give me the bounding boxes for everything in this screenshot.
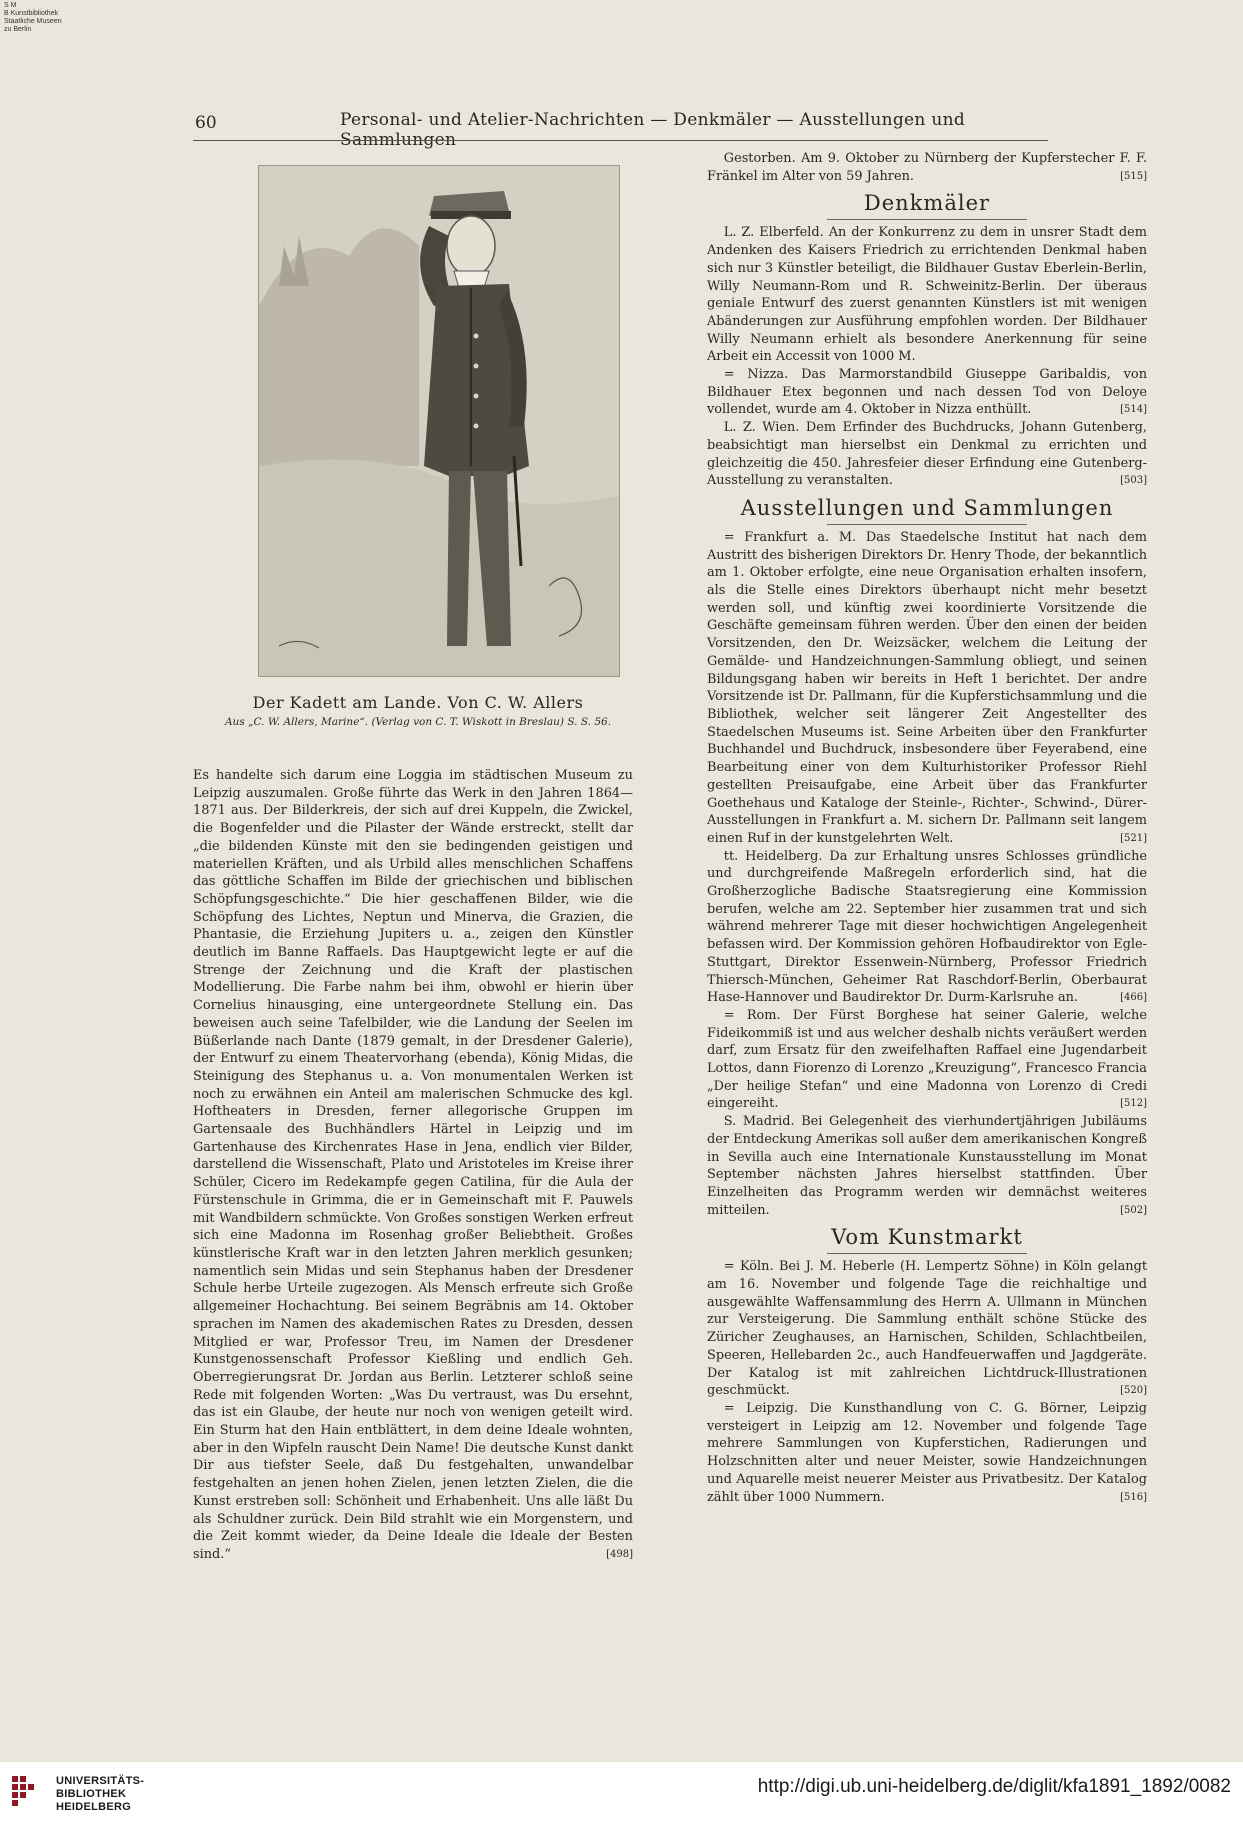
reference-number: [502] [1120, 1204, 1147, 1216]
news-entry [707, 419, 1147, 490]
paragraph-text: Es handelte sich darum eine Loggia im städtischen Museum zu Leipzig auszumalen. Große führte das Werk in den Jahren 1864—1871 aus. Der Bilderkreis, der sich auf drei Kuppeln, die Zwickel, die Bogenfelder und die Pilaster der Wände erstreckt, stellt dar „die bildenden Künste mit den sie bedingenden geistigen und materiellen Kräften, und als Urbild alles menschlichen Schaffens das göttliche Schaffen im Bilde der griechischen und biblischen Schöpfungsgeschichte.“ Die hier geschaffenen Bilder, wie die Schöpfung des Lichtes, Neptun und Minerva, die Grazien, die Phantasie, die Erziehung Jupiters u. a., zeigen den Künstler deutlich im Banne Raffaels. Das Hauptgewicht legte er auf die Strenge der Zeichnung und die Kraft der plastischen Modellierung. Die Farbe nahm bei ihm, obwohl er hierin über Cornelius hinausging, eine untergeordnete Stellung ein. Das beweisen auch seine Tafelbilder, wie die Landung der Seelen im Büßerlande nach Dante (1879 gemalt, in der Dresdener Galerie), der Entwurf zu einem Theatervorhang (ebenda), König Midas, die Steinigung des Stephanus u. a. Von monumentalen Werken ist noch zu erwähnen ein Anteil am malerischen Schmucke des kgl. Hoftheaters in Dresden, ferner allegorische Gruppen im Gartensaale des Buchhändlers Härtel in Leipzig und im Gartenhause des Kirchenrates Hase in Jena, endlich vier Bilder, darstellend die Wissenschaft, Plato und Aristoteles im Kreise ihrer Schüler, Cicero im Redekampfe gegen Catilina, für die Aula der Fürstenschule in Grimma, die er in Gemeinschaft mit F. Pauwels mit Wandbildern schmückte. Von Großes sonstigen Werken erfreut sich eine Madonna im Rosenhag großer Beliebtheit. Großes künstlerische Kraft war in den letzten Jahren merklich gesunken; namentlich sein Midas und sein Stephanus haben der Dresdener Schule herbe Urteile zugezogen. Als Mensch erfreute sich Große allgemeiner Hochachtung. Bei seinem Begräbnis am 14. Oktober sprachen im Namen des akademischen Rates zu Dresden, dessen Mitglied er war, Professor Treu, im Namen der Dresdener Kunstgenossenschaft Professor Kießling und endlich Geh. Oberregierungsrat Dr. Jordan aus Berlin. Letzterer schloß seine Rede mit folgenden Worten: „Was Du vertraust, was Du ersehnt, das ist ein Glaube, der heute nur noch von wenigen geteilt wird. Ein Sturm hat den Hain entblättert, in dem deine Ideale wohnten, aber in den Wipfeln rauscht Dein Name! Die deutsche Kunst dankt Dir aus tiefster Seele, daß Du festgehalten, unwandelbar festgehalten an jenen hohen Zielen, jenen letzten Zielen, die die Kunst erstreben soll: Schönheit und Erhabenheit. Uns alle läßt Du als Schuldner zurück. Dein Bild strahlt wie ein Morgenstern, und die Zeit kommt wieder, da Deine Ideale die Ideale der Besten sind.“ [193, 768, 633, 1562]
running-head: Personal- und Atelier-Nachrichten — Denkmäler — Ausstellungen und Sammlungen [340, 110, 966, 150]
section-rule [827, 219, 1027, 220]
viewer-footer [0, 1762, 1243, 1822]
section-title: Denkmäler [863, 191, 991, 216]
figure-source: Aus „C. W. Allers, Marine“. (Verlag von C. T. Wiskott in Breslau) S. S. 56. [224, 716, 612, 728]
university-library-logo-icon [10, 1774, 46, 1810]
news-entry [707, 224, 1147, 366]
figure-caption: Der Kadett am Lande. Von C. W. Allers [252, 693, 584, 712]
paragraph-text: = Frankfurt a. M. Das Staedelsche Institut hat nach dem Austritt des bisherigen Direktors Dr. Henry Thode, der bekanntlich am 1. Oktober erfolgte, eine neue Organisation erhalten insofern, als die Stelle eines Direktors überhaupt nicht mehr besetzt werden soll, und künftig zwei koordinierte Vorsitzende die Geschäfte gemeinsam führen werden. Über den einen der beiden Vorsitzenden, den Dr. Weizsäcker, welchem die Leitung der Gemälde- und Handzeichnungen-Sammlung obliegt, und seinen Bildungsgang haben wir bereits in Heft 1 berichtet. Der andre Vorsitzende ist Dr. Pallmann, für die Kupferstichsammlung und die Bibliothek, welcher seit längerer Zeit Angestellter des Staedelschen Museums ist. Seine Arbeiten über den Frankfurter Buchhandel und Buchdruck, insbesondere über Feyerabend, eine Bearbeitung einer von dem Kulturhistoriker Professor Riehl gestellten Preisaufgabe, eine Arbeit über das Frankfurter Goethehaus und Kataloge der Steinle-, Richter-, Schwind-, Dürer-Ausstellungen in Frankfurt a. M. sichern Dr. Pallmann seit langem einen Ruf in der kunstgelehrten Welt. [707, 529, 1147, 846]
section-title: Ausstellungen und Sammlungen [740, 495, 1114, 520]
news-entry [707, 1007, 1147, 1113]
news-entry [707, 848, 1147, 1007]
paragraph-text: L. Z. Wien. Dem Erfinder des Buchdrucks, Johann Gutenberg, beabsichtigt man hierselbst ein Denkmal zu errichten und gleichzeitig die 450. Jahresfeier dieser Erfindung eine Gutenberg-Ausstellung zu veranstalten. [707, 420, 1147, 489]
reference-number: [512] [1120, 1098, 1147, 1110]
news-entry [707, 1113, 1147, 1219]
paragraph-text: = Nizza. Das Marmorstandbild Giuseppe Garibaldis, von Bildhauer Etex begonnen und nach dessen Tod von Deloye vollendet, wurde am 4. Oktober in Nizza enthüllt. [707, 367, 1147, 418]
left-column [193, 767, 633, 1564]
logo-line: UNIVERSITÄTS- [56, 1775, 145, 1787]
paragraph-text: S. Madrid. Bei Gelegenheit des vierhundertjährigen Jubiläums der Entdeckung Amerikas soll außer dem amerikanischen Kongreß in Sevilla auch eine Internationale Kunstausstellung im Monat September nächsten Jahres hierselbst stattfinden. Über Einzelheiten das Programm werden wir demnächst weiteres mitteilen. [707, 1114, 1147, 1218]
reference-number: [466] [1120, 992, 1147, 1004]
section-rule [827, 524, 1027, 525]
library-stamp [4, 2, 104, 34]
logo-line: BIBLIOTHEK [56, 1788, 127, 1800]
obituary [707, 150, 1147, 185]
library-logo-text [56, 1775, 144, 1814]
engraving-illustration-icon [259, 166, 619, 676]
logo-line: HEIDELBERG [56, 1801, 132, 1813]
reference-number: [514] [1120, 404, 1147, 416]
stamp-line: B Kunstbibliothek [4, 10, 59, 17]
stamp-line: zu Berlin [4, 26, 32, 33]
paragraph-text: tt. Heidelberg. Da zur Erhaltung unsres Schlosses gründliche und durchgreifende Maßregeln erforderlich sind, hat die Großherzogliche Badische Staatsregierung eine Kommission berufen, welche am 22. September hier zusammen trat und sich während mehrerer Tage mit dieser hochwichtigen Angelegenheit befassen wird. Der Kommission gehören Hofbaudirektor von Egle-Stuttgart, Direktor Essenwein-Nürnberg, Professor Friedrich Thiersch-München, Geheimer Rat Raschdorf-Berlin, Oberbaurat Hase-Hannover und Baudirektor Dr. Durm-Karlsruhe an. [707, 848, 1147, 1006]
permalink-url[interactable]: http://digi.ub.uni-heidelberg.de/diglit/kfa1891_1892/0082 [757, 1776, 1231, 1797]
news-entry [707, 1400, 1147, 1506]
reference-number: [520] [1120, 1385, 1147, 1397]
section-rule [827, 1253, 1027, 1254]
news-entry [707, 366, 1147, 419]
header-rule [193, 140, 1048, 141]
reference-number: [498] [606, 1548, 633, 1560]
reference-number: [516] [1120, 1491, 1147, 1503]
reference-number: [503] [1120, 475, 1147, 487]
paragraph-text: Gestorben. Am 9. Oktober zu Nürnberg der Kupferstecher F. F. Fränkel im Alter von 59 Jahren. [707, 151, 1147, 184]
reference-number: [521] [1120, 832, 1147, 844]
paragraph-text: L. Z. Elberfeld. An der Konkurrenz zu dem in unsrer Stadt dem Andenken des Kaisers Friedrich zu errichtenden Denkmal haben sich nur 3 Künstler beteiligt, die Bildhauer Gustav Eberlein-Berlin, Willy Neumann-Rom und R. Schweinitz-Berlin. Der überaus geniale Entwurf des zuerst genannten Künstlers ist mit wenigen Abänderungen zur Ausführung empfohlen worden. Der Bildhauer Willy Neumann erhielt als besondere Anerkennung für seine Arbeit ein Accessit von 1000 M. [707, 225, 1147, 365]
paragraph-text: = Leipzig. Die Kunsthandlung von C. G. Börner, Leipzig versteigert in Leipzig am 12. November und folgende Tage mehrere Sammlungen von Kupferstichen, Radierungen und Holzschnitten alter und neuer Meister, sowie Handzeichnungen und Aquarelle meist neuerer Meister aus Privatbesitz. Der Katalog zählt über 1000 Nummern. [707, 1401, 1147, 1505]
paragraph-text: = Köln. Bei J. M. Heberle (H. Lempertz Söhne) in Köln gelangt am 16. November und folgende Tage die reichhaltige und ausgewählte Waffensammlung des Herrn A. Ullmann in München zur Versteigerung. Die Sammlung enthält schöne Stücke des Züricher Zeughauses, an Harnischen, Schilden, Schlachtbeilen, Speeren, Hellebarden 2c., auch Handfeuerwaffen und Jagdgeräte. Der Katalog ist mit zahlreichen Lichtdruck-Illustrationen geschmückt. [707, 1259, 1147, 1399]
paragraph-text: = Rom. Der Fürst Borghese hat seiner Galerie, welche Fideikommiß ist und aus welcher deshalb nichts veräußert werden darf, zum Ersatz für den zweifelhaften Raffael eine Jugendarbeit Lottos, dann Fiorenzo di Lorenzo „Kreuzigung“, Francesco Francia „Der heilige Stefan“ und eine Madonna von Lorenzo di Credi eingereiht. [707, 1007, 1147, 1112]
stamp-line: S M [4, 2, 17, 9]
section-title: Vom Kunstmarkt [831, 1225, 1023, 1250]
news-entry [707, 529, 1147, 848]
news-entry [707, 1258, 1147, 1400]
right-column [707, 150, 1147, 1506]
paragraph [193, 767, 633, 1564]
page-number: 60 [195, 113, 217, 133]
stamp-line: Staatliche Museen [4, 18, 62, 25]
engraving-illustration [258, 165, 620, 677]
reference-number: [515] [1120, 170, 1147, 182]
